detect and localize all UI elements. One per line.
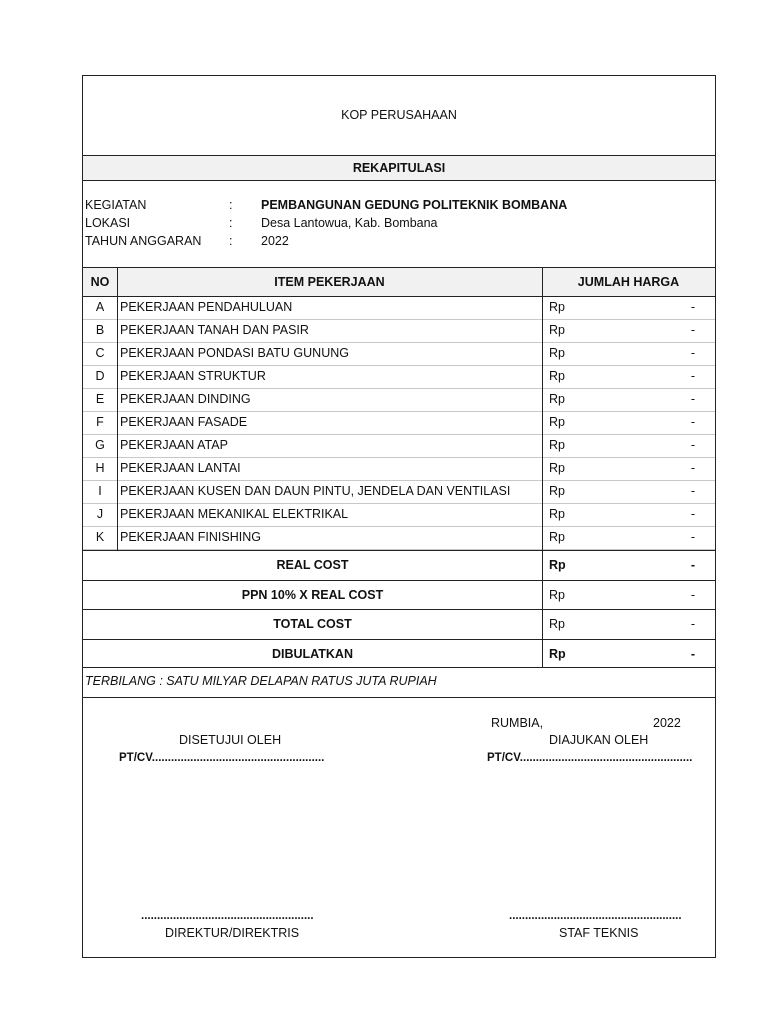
table-row bbox=[83, 342, 715, 366]
row-no: F bbox=[96, 415, 104, 429]
row-currency: Rp bbox=[549, 392, 565, 406]
row-amount: - bbox=[690, 300, 695, 314]
table-row bbox=[83, 388, 715, 412]
submitted-by-label: DIAJUKAN OLEH bbox=[549, 733, 649, 747]
row-currency: Rp bbox=[549, 438, 565, 452]
row-item: PEKERJAAN KUSEN DAN DAUN PINTU, JENDELA DAN VENTILASI bbox=[120, 484, 511, 498]
column-divider bbox=[117, 267, 118, 550]
row-item: PEKERJAAN TANAH DAN PASIR bbox=[120, 323, 309, 337]
amount-in-words: TERBILANG : SATU MILYAR DELAPAN RATUS JUTA RUPIAH bbox=[85, 674, 437, 688]
kegiatan-label: KEGIATAN bbox=[85, 198, 147, 212]
table-row bbox=[83, 319, 715, 343]
row-no: J bbox=[96, 507, 104, 521]
row-currency: Rp bbox=[549, 346, 565, 360]
kegiatan-value: PEMBANGUNAN GEDUNG POLITEKNIK BOMBANA bbox=[261, 198, 568, 212]
row-no: K bbox=[95, 530, 105, 544]
document-frame bbox=[82, 75, 716, 958]
table-row bbox=[83, 480, 715, 504]
col-jumlah-header: JUMLAH HARGA bbox=[577, 275, 680, 289]
row-currency: Rp bbox=[549, 300, 565, 314]
summary-amount: - bbox=[690, 587, 695, 602]
row-item: PEKERJAAN FASADE bbox=[120, 415, 248, 429]
lokasi-label: LOKASI bbox=[85, 216, 131, 230]
row-amount: - bbox=[690, 415, 695, 429]
summary-row bbox=[83, 639, 715, 669]
summary-label: DIBULATKAN bbox=[271, 646, 353, 661]
divider bbox=[83, 667, 715, 668]
summary-row bbox=[83, 609, 715, 639]
col-no-header: NO bbox=[90, 275, 110, 289]
divider bbox=[83, 180, 715, 181]
divider bbox=[83, 697, 715, 698]
summary-row bbox=[83, 550, 715, 580]
row-item: PEKERJAAN STRUKTUR bbox=[120, 369, 266, 383]
table-row bbox=[83, 526, 715, 550]
table-row bbox=[83, 503, 715, 527]
role-right: STAF TEKNIS bbox=[559, 926, 639, 940]
table-row bbox=[83, 457, 715, 481]
summary-currency: Rp bbox=[549, 646, 566, 661]
colon: : bbox=[229, 216, 233, 230]
row-amount: - bbox=[690, 392, 695, 406]
row-amount: - bbox=[690, 438, 695, 452]
row-amount: - bbox=[690, 507, 695, 521]
row-no: D bbox=[95, 369, 105, 383]
role-left: DIREKTUR/DIREKTRIS bbox=[165, 926, 300, 940]
summary-label: PPN 10% X REAL COST bbox=[241, 587, 384, 602]
colon: : bbox=[229, 198, 233, 212]
company-left: PT/CV...................................................... bbox=[119, 752, 325, 764]
summary-amount: - bbox=[690, 558, 695, 572]
company-letterhead: KOP PERUSAHAAN bbox=[341, 108, 457, 122]
row-currency: Rp bbox=[549, 484, 565, 498]
row-currency: Rp bbox=[549, 507, 565, 521]
row-no: G bbox=[95, 438, 105, 452]
summary-label: TOTAL COST bbox=[273, 617, 352, 631]
row-item: PEKERJAAN ATAP bbox=[120, 438, 228, 452]
summary-row bbox=[83, 580, 715, 610]
row-no: H bbox=[95, 461, 105, 475]
row-no: I bbox=[98, 484, 102, 498]
row-no: A bbox=[95, 300, 105, 314]
summary-label: REAL COST bbox=[276, 558, 349, 572]
row-amount: - bbox=[690, 346, 695, 360]
row-currency: Rp bbox=[549, 461, 565, 475]
col-item-header: ITEM PEKERJAAN bbox=[274, 275, 385, 289]
summary-currency: Rp bbox=[549, 617, 565, 631]
colon: : bbox=[229, 234, 233, 248]
table-row bbox=[83, 434, 715, 458]
signature-year: 2022 bbox=[653, 716, 681, 730]
summary-currency: Rp bbox=[549, 558, 566, 572]
row-item: PEKERJAAN FINISHING bbox=[120, 530, 261, 544]
approved-by-label: DISETUJUI OLEH bbox=[179, 733, 282, 747]
row-currency: Rp bbox=[549, 530, 565, 544]
row-currency: Rp bbox=[549, 369, 565, 383]
document-title: REKAPITULASI bbox=[83, 156, 715, 180]
row-item: PEKERJAAN PONDASI BATU GUNUNG bbox=[120, 346, 349, 360]
row-amount: - bbox=[690, 484, 695, 498]
row-amount: - bbox=[690, 461, 695, 475]
signature-line-right: ...................................................... bbox=[509, 910, 682, 922]
summary-currency: Rp bbox=[549, 587, 565, 602]
row-item: PEKERJAAN LANTAI bbox=[120, 461, 241, 475]
summary-amount: - bbox=[690, 646, 695, 661]
lokasi-value: Desa Lantowua, Kab. Bombana bbox=[261, 216, 438, 230]
table-header bbox=[83, 267, 715, 297]
signature-place: RUMBIA, bbox=[491, 716, 544, 730]
row-amount: - bbox=[690, 369, 695, 383]
company-right: PT/CV...................................................... bbox=[487, 752, 693, 764]
table-row bbox=[83, 411, 715, 435]
row-currency: Rp bbox=[549, 415, 565, 429]
row-item: PEKERJAAN PENDAHULUAN bbox=[120, 300, 293, 314]
summary-amount: - bbox=[690, 617, 695, 631]
row-amount: - bbox=[690, 323, 695, 337]
row-currency: Rp bbox=[549, 323, 565, 337]
row-amount: - bbox=[690, 530, 695, 544]
row-no: E bbox=[95, 392, 105, 406]
tahun-label: TAHUN ANGGARAN bbox=[85, 234, 202, 248]
signature-line-left: ...................................................... bbox=[141, 910, 314, 922]
row-no: C bbox=[95, 346, 105, 360]
table-row bbox=[83, 365, 715, 389]
row-item: PEKERJAAN MEKANIKAL ELEKTRIKAL bbox=[120, 507, 349, 521]
tahun-value: 2022 bbox=[261, 234, 289, 248]
table-row bbox=[83, 296, 715, 320]
row-item: PEKERJAAN DINDING bbox=[120, 392, 251, 406]
row-no: B bbox=[95, 323, 105, 337]
